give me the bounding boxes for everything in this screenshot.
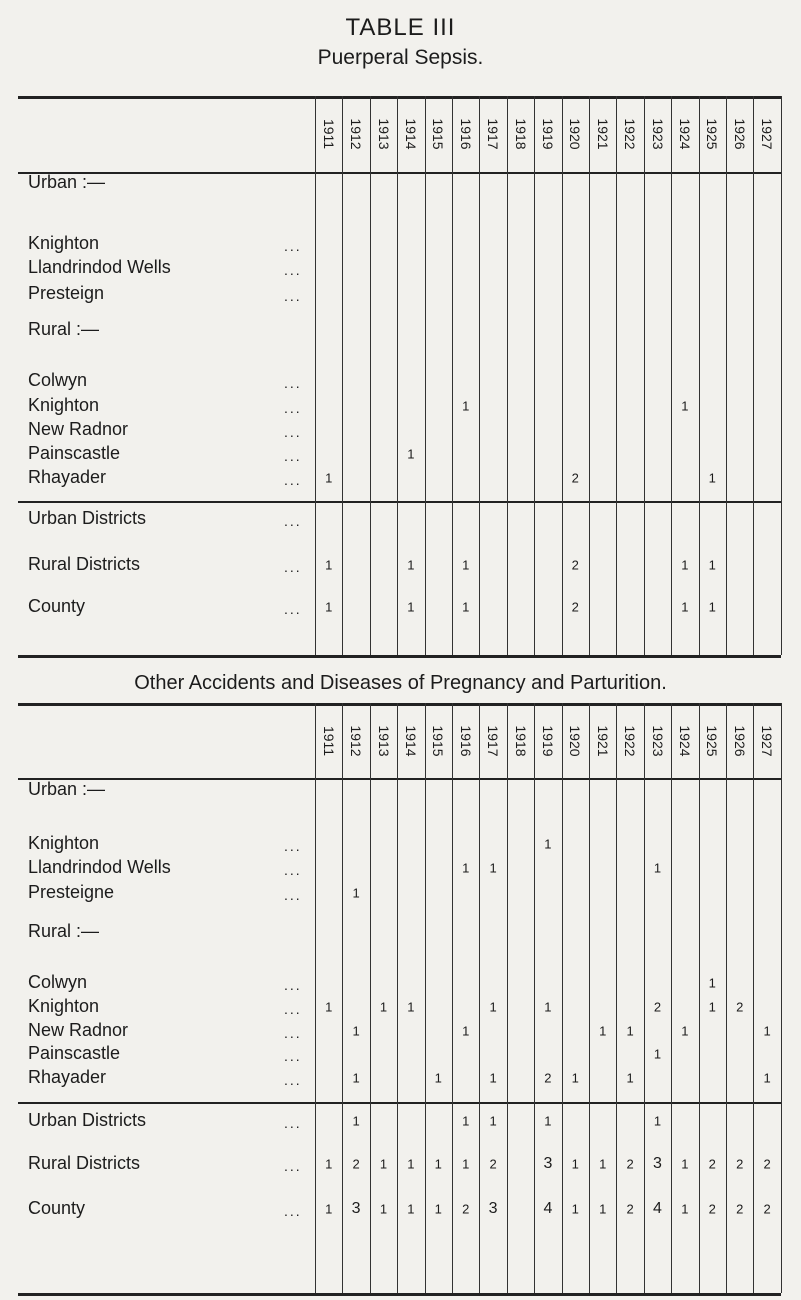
year-header-text: 1915	[430, 724, 447, 757]
table-cell: 1	[708, 975, 716, 991]
leader-dots: ...	[284, 887, 302, 903]
row-label: Painscastle	[28, 443, 121, 463]
table-cell: 1	[325, 557, 333, 573]
leader-dots: ...	[284, 838, 302, 854]
year-header	[561, 102, 589, 166]
year-header	[616, 102, 644, 166]
year-header	[370, 709, 398, 772]
leader-dots: ...	[284, 1025, 302, 1041]
table-cell: 1	[352, 1023, 360, 1039]
leader-dots: ...	[284, 1048, 302, 1064]
row-label: Knighton	[28, 395, 100, 415]
year-header-text: 1926	[731, 118, 748, 150]
table-cell: 3	[488, 1200, 498, 1217]
table-title: TABLE III	[345, 14, 456, 41]
table-cell: 1	[489, 999, 497, 1015]
row-label: Urban Districts	[28, 1110, 147, 1130]
row-label: Presteign	[28, 283, 105, 303]
year-header	[315, 102, 343, 166]
year-header-text: 1917	[485, 118, 502, 150]
table-cell: 1	[681, 1201, 689, 1217]
table-cell: 1	[681, 1023, 689, 1039]
table-cell: 1	[462, 1023, 470, 1039]
year-header-text: 1927	[759, 118, 776, 150]
table2-caption: Other Accidents and Diseases of Pregnancy and Parturition.	[134, 672, 667, 694]
column-divider	[534, 96, 535, 655]
leader-dots: ...	[284, 977, 302, 993]
row-group-heading: Rural :—	[28, 319, 100, 339]
table-cell: 1	[681, 599, 689, 615]
year-header	[698, 102, 726, 166]
row-label: Rhayader	[28, 1067, 107, 1087]
year-header	[342, 709, 370, 772]
table-cell: 1	[571, 1070, 579, 1086]
table-cell: 1	[708, 999, 716, 1015]
table-cell: 1	[599, 1201, 607, 1217]
year-header	[753, 102, 781, 166]
year-header	[726, 102, 754, 166]
table-cell: 1	[653, 860, 662, 876]
year-header-text: 1921	[594, 118, 611, 150]
table-cell: 3	[351, 1200, 361, 1217]
year-header-text: 1918	[512, 724, 529, 757]
row-group-heading: Rural :—	[28, 921, 100, 941]
table-cell: 1	[325, 1201, 333, 1217]
table-cell: 2	[571, 557, 579, 573]
year-header	[424, 102, 452, 166]
year-header-text: 1926	[731, 724, 748, 757]
row-label: Presteigne	[28, 882, 115, 902]
table-cell: 2	[462, 1201, 470, 1217]
year-header-text: 1925	[704, 724, 721, 757]
year-header-text: 1922	[622, 118, 639, 150]
table-cell: 1	[462, 398, 470, 414]
column-divider	[644, 96, 645, 655]
year-header-text: 1913	[375, 724, 392, 757]
row-label: Rural Districts	[28, 1153, 141, 1173]
table-cell: 1	[708, 557, 716, 573]
row-label: Colwyn	[28, 972, 88, 992]
year-header-text: 1914	[402, 118, 419, 150]
table-cell: 2	[763, 1201, 771, 1217]
row-label: County	[28, 1198, 86, 1218]
year-header-text: 1918	[512, 118, 529, 150]
year-header	[397, 102, 425, 166]
year-header-text: 1924	[676, 724, 693, 757]
year-header	[342, 102, 370, 166]
leader-dots: ...	[284, 472, 302, 488]
column-divider	[507, 96, 508, 655]
year-header	[698, 709, 726, 772]
table-cell: 2	[736, 1156, 744, 1172]
table-cell: 2	[489, 1156, 497, 1172]
table-cell: 1	[462, 1113, 470, 1129]
table-cell: 1	[352, 885, 360, 901]
table-cell: 2	[736, 999, 744, 1015]
year-header	[644, 102, 672, 166]
column-divider	[616, 96, 617, 655]
row-label: Llandrindod Wells	[28, 257, 171, 277]
leader-dots: ...	[284, 262, 302, 278]
table-cell: 1	[599, 1023, 607, 1039]
leader-dots: ...	[284, 1203, 302, 1219]
bottom-rule	[18, 1293, 781, 1296]
table-cell: 1	[653, 1046, 662, 1062]
table-cell: 1	[462, 557, 470, 573]
leader-dots: ...	[284, 400, 302, 416]
year-header	[370, 102, 398, 166]
year-header	[315, 709, 343, 772]
leader-dots: ...	[284, 424, 302, 440]
year-header-text: 1923	[649, 118, 666, 150]
row-group-heading: Urban :—	[28, 779, 106, 799]
table-cell: 1	[681, 1156, 689, 1172]
table-cell: 1	[407, 1201, 415, 1217]
table-cell: 1	[489, 1070, 497, 1086]
table-cell: 1	[462, 599, 470, 615]
table-cell: 1	[379, 999, 388, 1015]
column-divider	[370, 96, 371, 655]
table-cell: 1	[325, 599, 333, 615]
table-cell: 1	[571, 1156, 579, 1172]
year-header	[589, 102, 617, 166]
table-cell: 1	[352, 1070, 360, 1086]
year-header	[671, 102, 699, 166]
leader-dots: ...	[284, 601, 302, 617]
year-header-text: 1919	[539, 724, 556, 757]
row-label: Knighton	[28, 996, 100, 1016]
row-label: Painscastle	[28, 1043, 121, 1063]
table-cell: 1	[763, 1023, 771, 1039]
year-header	[534, 102, 562, 166]
table-cell: 1	[708, 470, 716, 486]
year-header-text: 1922	[622, 724, 639, 757]
top-rule	[18, 703, 781, 706]
table-cell: 1	[489, 860, 497, 876]
table-cell: 1	[352, 1113, 360, 1129]
table-cell: 1	[544, 1113, 552, 1129]
column-divider	[753, 96, 754, 655]
year-header	[589, 709, 617, 772]
table-cell: 1	[544, 999, 552, 1015]
table-cell: 1	[462, 860, 470, 876]
year-header-text: 1925	[704, 118, 721, 150]
section-rule	[18, 1102, 781, 1104]
year-header-text: 1916	[457, 118, 474, 150]
row-group-heading: Urban :—	[28, 172, 106, 192]
row-label: Knighton	[28, 833, 100, 853]
year-header-text: 1920	[567, 724, 584, 757]
table-cell: 1	[325, 470, 333, 486]
year-header	[507, 709, 535, 772]
year-header	[452, 102, 480, 166]
table-cell: 2	[653, 999, 662, 1015]
year-header	[616, 709, 644, 772]
table-cell: 1	[626, 1023, 634, 1039]
year-header-text: 1920	[567, 118, 584, 150]
table-cell: 4	[543, 1200, 553, 1217]
year-header	[753, 709, 781, 772]
year-header-text: 1916	[457, 724, 474, 757]
column-divider	[781, 96, 782, 655]
table-cell: 2	[708, 1201, 716, 1217]
table-cell: 1	[434, 1070, 442, 1086]
row-label: Knighton	[28, 233, 100, 253]
table-cell: 1	[407, 557, 415, 573]
year-header	[507, 102, 535, 166]
table-cell: 1	[571, 1201, 579, 1217]
row-label: Rural Districts	[28, 554, 141, 574]
table-cell: 1	[681, 557, 689, 573]
table-cell: 1	[325, 999, 333, 1015]
table-cell: 1	[434, 1201, 442, 1217]
table-cell: 2	[708, 1156, 716, 1172]
table-cell: 4	[653, 1200, 662, 1217]
year-header-text: 1911	[320, 118, 337, 150]
year-header-text: 1919	[539, 118, 556, 150]
table-cell: 1	[462, 1156, 470, 1172]
year-header	[479, 709, 507, 772]
table-cell: 2	[352, 1156, 360, 1172]
leader-dots: ...	[284, 1158, 302, 1174]
leader-dots: ...	[284, 1001, 302, 1017]
table-cell: 2	[763, 1156, 771, 1172]
leader-dots: ...	[284, 1072, 302, 1088]
row-label: Llandrindod Wells	[28, 857, 171, 877]
year-header	[397, 709, 425, 772]
leader-dots: ...	[284, 862, 302, 878]
table-cell: 1	[489, 1113, 497, 1129]
table-cell: 1	[763, 1070, 771, 1086]
leader-dots: ...	[284, 288, 302, 304]
table-cell: 3	[543, 1155, 553, 1172]
table-cell: 2	[571, 599, 579, 615]
year-header-text: 1912	[348, 724, 365, 757]
table-cell: 2	[736, 1201, 744, 1217]
top-rule	[18, 96, 781, 99]
year-header	[726, 709, 754, 772]
table-cell: 1	[407, 599, 415, 615]
leader-dots: ...	[284, 448, 302, 464]
year-header-text: 1924	[676, 118, 693, 150]
year-header-text: 1921	[594, 724, 611, 757]
table-cell: 1	[653, 1113, 662, 1129]
year-header-text: 1912	[348, 118, 365, 150]
leader-dots: ...	[284, 513, 302, 529]
leader-dots: ...	[284, 238, 302, 254]
leader-dots: ...	[284, 375, 302, 391]
table-cell: 1	[379, 1156, 388, 1172]
leader-dots: ...	[284, 559, 302, 575]
table-cell: 1	[681, 398, 689, 414]
year-header-text: 1915	[430, 118, 447, 150]
row-label: New Radnor	[28, 1020, 129, 1040]
section-rule	[18, 501, 781, 503]
table-cell: 2	[626, 1156, 634, 1172]
table-cell: 1	[626, 1070, 634, 1086]
year-header	[534, 709, 562, 772]
table-cell: 3	[653, 1155, 662, 1172]
header-rule	[18, 778, 781, 780]
leader-dots: ...	[284, 1115, 302, 1131]
table-cell: 1	[434, 1156, 442, 1172]
year-header-text: 1917	[485, 724, 502, 757]
table-cell: 2	[626, 1201, 634, 1217]
table-cell: 1	[407, 446, 415, 462]
table-cell: 2	[571, 470, 579, 486]
year-header-text: 1923	[649, 724, 666, 757]
year-header	[479, 102, 507, 166]
header-rule	[18, 172, 781, 174]
year-header-text: 1927	[759, 724, 776, 757]
table-cell: 2	[544, 1070, 552, 1086]
row-label: County	[28, 596, 86, 616]
table-cell: 1	[407, 999, 415, 1015]
year-header-text: 1914	[402, 724, 419, 757]
year-header	[671, 709, 699, 772]
table-cell: 1	[325, 1156, 333, 1172]
table-cell: 1	[407, 1156, 415, 1172]
year-header-text: 1911	[320, 725, 337, 756]
row-label: Urban Districts	[28, 508, 147, 528]
table1-caption: Puerperal Sepsis.	[317, 46, 484, 69]
row-label: Colwyn	[28, 370, 88, 390]
table-cell: 1	[708, 599, 716, 615]
year-header	[424, 709, 452, 772]
table-cell: 1	[544, 836, 552, 852]
year-header	[452, 709, 480, 772]
row-label: Rhayader	[28, 467, 107, 487]
year-header-text: 1913	[375, 118, 392, 150]
table-cell: 1	[379, 1201, 388, 1217]
table-cell: 1	[599, 1156, 607, 1172]
row-label: New Radnor	[28, 419, 129, 439]
year-header	[644, 709, 672, 772]
year-header	[561, 709, 589, 772]
bottom-rule	[18, 655, 781, 658]
